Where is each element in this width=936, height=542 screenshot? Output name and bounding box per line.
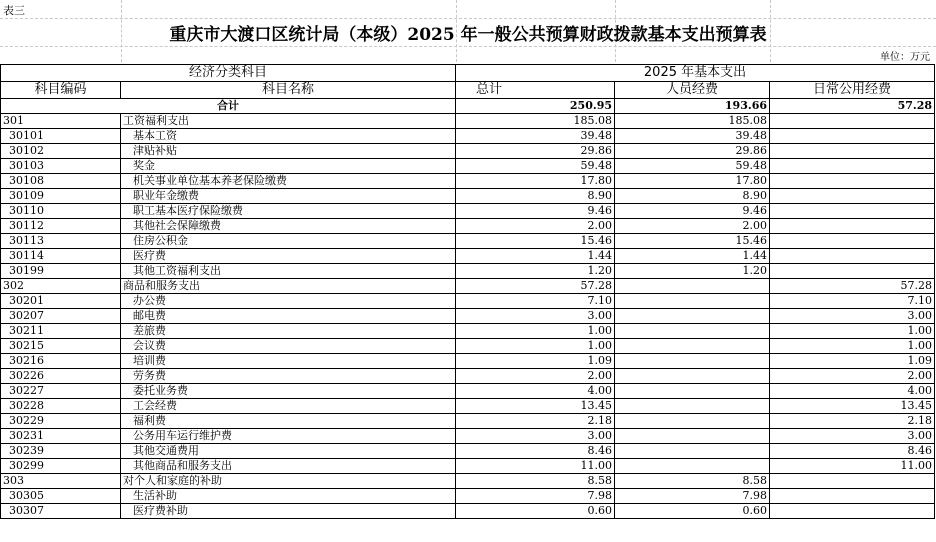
cell-public: 1.09 — [770, 354, 935, 369]
cell-total: 3.00 — [456, 309, 615, 324]
cell-name: 医疗费补助 — [121, 504, 456, 519]
cell-public — [770, 189, 935, 204]
cell-personnel: 39.48 — [615, 129, 770, 144]
cell-personnel: 29.86 — [615, 144, 770, 159]
cell-public: 2.18 — [770, 414, 935, 429]
cell-personnel — [615, 279, 770, 294]
table-row — [1, 309, 935, 324]
cell-code: 30114 — [1, 249, 121, 264]
cell-code: 30215 — [1, 339, 121, 354]
cell-name: 对个人和家庭的补助 — [121, 474, 456, 489]
cell-total: 9.46 — [456, 204, 615, 219]
cell-total: 17.80 — [456, 174, 615, 189]
total-amount: 250.95 — [456, 99, 615, 114]
table-row — [1, 444, 935, 459]
header-budget-group: 2025 年基本支出 — [456, 65, 935, 82]
cell-name: 其他交通费用 — [121, 444, 456, 459]
cell-total: 2.00 — [456, 219, 615, 234]
cell-code: 301 — [1, 114, 121, 129]
table-row — [1, 234, 935, 249]
cell-total: 8.90 — [456, 189, 615, 204]
header-row-columns — [1, 82, 935, 99]
cell-total: 57.28 — [456, 279, 615, 294]
cell-code: 30103 — [1, 159, 121, 174]
sheet-gridline — [0, 46, 936, 47]
cell-name: 职工基本医疗保险缴费 — [121, 204, 456, 219]
cell-public — [770, 129, 935, 144]
cell-code: 30109 — [1, 189, 121, 204]
total-public: 57.28 — [770, 99, 935, 114]
table-row — [1, 339, 935, 354]
cell-public — [770, 204, 935, 219]
cell-name: 福利费 — [121, 414, 456, 429]
cell-personnel — [615, 459, 770, 474]
cell-public: 1.00 — [770, 339, 935, 354]
table-row — [1, 489, 935, 504]
cell-public: 7.10 — [770, 294, 935, 309]
cell-public — [770, 174, 935, 189]
cell-name: 职业年金缴费 — [121, 189, 456, 204]
cell-total: 1.00 — [456, 324, 615, 339]
cell-public — [770, 504, 935, 519]
cell-code: 30110 — [1, 204, 121, 219]
cell-name: 工会经费 — [121, 399, 456, 414]
cell-personnel: 0.60 — [615, 504, 770, 519]
cell-public — [770, 144, 935, 159]
cell-total: 7.98 — [456, 489, 615, 504]
cell-personnel: 7.98 — [615, 489, 770, 504]
cell-public: 2.00 — [770, 369, 935, 384]
cell-code: 30239 — [1, 444, 121, 459]
cell-code: 30216 — [1, 354, 121, 369]
cell-personnel — [615, 339, 770, 354]
cell-name: 机关事业单位基本养老保险缴费 — [121, 174, 456, 189]
cell-code: 30305 — [1, 489, 121, 504]
cell-code: 30108 — [1, 174, 121, 189]
cell-code: 30226 — [1, 369, 121, 384]
cell-name: 委托业务费 — [121, 384, 456, 399]
cell-code: 30113 — [1, 234, 121, 249]
table-row — [1, 429, 935, 444]
cell-name: 差旅费 — [121, 324, 456, 339]
cell-total: 1.44 — [456, 249, 615, 264]
cell-public — [770, 219, 935, 234]
cell-code: 30199 — [1, 264, 121, 279]
cell-total: 4.00 — [456, 384, 615, 399]
header-code: 科目编码 — [1, 82, 121, 99]
cell-total: 15.46 — [456, 234, 615, 249]
table-row — [1, 474, 935, 489]
cell-code: 30228 — [1, 399, 121, 414]
table-row — [1, 129, 935, 144]
header-name: 科目名称 — [121, 82, 456, 99]
table-row — [1, 159, 935, 174]
cell-code: 303 — [1, 474, 121, 489]
table-row — [1, 204, 935, 219]
table-row — [1, 384, 935, 399]
cell-total: 7.10 — [456, 294, 615, 309]
cell-personnel: 1.44 — [615, 249, 770, 264]
cell-name: 办公费 — [121, 294, 456, 309]
cell-public: 11.00 — [770, 459, 935, 474]
cell-code: 30112 — [1, 219, 121, 234]
total-row — [1, 99, 935, 114]
cell-public: 4.00 — [770, 384, 935, 399]
cell-name: 工资福利支出 — [121, 114, 456, 129]
cell-personnel: 2.00 — [615, 219, 770, 234]
cell-personnel — [615, 444, 770, 459]
cell-total: 8.58 — [456, 474, 615, 489]
cell-name: 医疗费 — [121, 249, 456, 264]
table-row — [1, 114, 935, 129]
cell-code: 30307 — [1, 504, 121, 519]
cell-code: 30201 — [1, 294, 121, 309]
table-row — [1, 324, 935, 339]
table-row — [1, 189, 935, 204]
cell-code: 30299 — [1, 459, 121, 474]
cell-personnel — [615, 294, 770, 309]
cell-personnel: 8.90 — [615, 189, 770, 204]
table-row — [1, 354, 935, 369]
cell-public — [770, 249, 935, 264]
cell-total: 59.48 — [456, 159, 615, 174]
cell-total: 29.86 — [456, 144, 615, 159]
sheet-label: 表三 — [3, 4, 25, 17]
cell-name: 商品和服务支出 — [121, 279, 456, 294]
cell-personnel — [615, 309, 770, 324]
cell-personnel — [615, 369, 770, 384]
cell-total: 2.18 — [456, 414, 615, 429]
cell-total: 2.00 — [456, 369, 615, 384]
cell-name: 津贴补贴 — [121, 144, 456, 159]
page-title: 重庆市大渡口区统计局（本级）2025 年一般公共预算财政拨款基本支出预算表 — [169, 25, 767, 45]
table-row — [1, 459, 935, 474]
cell-personnel: 17.80 — [615, 174, 770, 189]
unit-label: 单位：万元 — [880, 52, 930, 63]
cell-total: 39.48 — [456, 129, 615, 144]
cell-code: 30207 — [1, 309, 121, 324]
cell-total: 11.00 — [456, 459, 615, 474]
header-public: 日常公用经费 — [770, 82, 935, 99]
cell-personnel: 8.58 — [615, 474, 770, 489]
cell-public: 3.00 — [770, 309, 935, 324]
cell-code: 30227 — [1, 384, 121, 399]
cell-public — [770, 114, 935, 129]
budget-table — [0, 64, 935, 519]
cell-personnel: 15.46 — [615, 234, 770, 249]
header-row-group — [1, 65, 935, 82]
cell-personnel — [615, 384, 770, 399]
sheet-gridline — [0, 18, 936, 19]
table-row — [1, 399, 935, 414]
cell-public: 13.45 — [770, 399, 935, 414]
cell-public — [770, 234, 935, 249]
table-row — [1, 249, 935, 264]
table-row — [1, 504, 935, 519]
cell-name: 基本工资 — [121, 129, 456, 144]
cell-personnel: 185.08 — [615, 114, 770, 129]
header-econ-class: 经济分类科目 — [1, 65, 456, 82]
cell-name: 培训费 — [121, 354, 456, 369]
cell-public: 57.28 — [770, 279, 935, 294]
total-label: 合计 — [1, 99, 456, 114]
cell-personnel — [615, 354, 770, 369]
cell-name: 奖金 — [121, 159, 456, 174]
table-row — [1, 279, 935, 294]
cell-name: 其他社会保障缴费 — [121, 219, 456, 234]
table-row — [1, 414, 935, 429]
cell-name: 住房公积金 — [121, 234, 456, 249]
cell-code: 30231 — [1, 429, 121, 444]
cell-code: 302 — [1, 279, 121, 294]
cell-public: 3.00 — [770, 429, 935, 444]
cell-public: 8.46 — [770, 444, 935, 459]
cell-total: 0.60 — [456, 504, 615, 519]
cell-name: 邮电费 — [121, 309, 456, 324]
table-row — [1, 264, 935, 279]
table-row — [1, 174, 935, 189]
cell-name: 生活补助 — [121, 489, 456, 504]
cell-code: 30229 — [1, 414, 121, 429]
cell-total: 185.08 — [456, 114, 615, 129]
cell-personnel: 9.46 — [615, 204, 770, 219]
cell-public — [770, 159, 935, 174]
table-row — [1, 369, 935, 384]
cell-name: 劳务费 — [121, 369, 456, 384]
cell-total: 8.46 — [456, 444, 615, 459]
cell-personnel — [615, 324, 770, 339]
cell-name: 公务用车运行维护费 — [121, 429, 456, 444]
cell-personnel: 59.48 — [615, 159, 770, 174]
cell-public — [770, 264, 935, 279]
cell-code: 30102 — [1, 144, 121, 159]
cell-code: 30211 — [1, 324, 121, 339]
cell-personnel — [615, 399, 770, 414]
cell-personnel — [615, 429, 770, 444]
cell-total: 3.00 — [456, 429, 615, 444]
table-row — [1, 144, 935, 159]
header-total: 总计 — [456, 82, 615, 99]
cell-total: 1.20 — [456, 264, 615, 279]
total-personnel: 193.66 — [615, 99, 770, 114]
cell-personnel: 1.20 — [615, 264, 770, 279]
cell-name: 其他工资福利支出 — [121, 264, 456, 279]
table-row — [1, 294, 935, 309]
cell-total: 13.45 — [456, 399, 615, 414]
table-row — [1, 219, 935, 234]
cell-code: 30101 — [1, 129, 121, 144]
cell-name: 会议费 — [121, 339, 456, 354]
cell-total: 1.00 — [456, 339, 615, 354]
cell-public — [770, 474, 935, 489]
cell-public — [770, 489, 935, 504]
cell-personnel — [615, 414, 770, 429]
header-personnel: 人员经费 — [615, 82, 770, 99]
cell-public: 1.00 — [770, 324, 935, 339]
cell-name: 其他商品和服务支出 — [121, 459, 456, 474]
cell-total: 1.09 — [456, 354, 615, 369]
